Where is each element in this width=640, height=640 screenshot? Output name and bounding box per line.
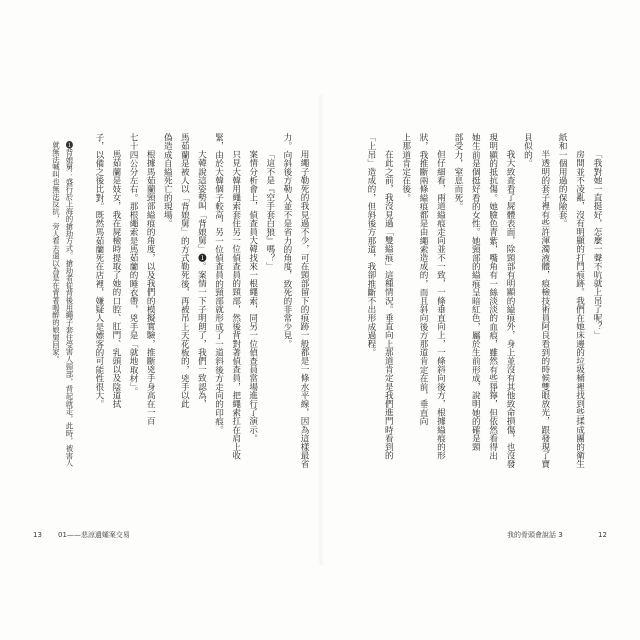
text-column: 馬茹蘭是妓女，我在屍檢時提取了她的口腔、肛門、乳頭以及陰道拭: [110, 150, 121, 409]
text-column: 但仔細看，兩道縊痕走向並不一致，一條垂直向上，一條斜向後方，根據縊痕的形: [435, 150, 446, 460]
text-column: 根據馬茹蘭頸部縊痕的角度，以及我們的模擬實驗，推斷兇手身高在一百: [145, 150, 156, 426]
running-head-left: 01——悲涼遺孀案交易: [58, 531, 130, 539]
text-column: 在此之前，我沒見過「雙縊痕」這種情況。垂直向上那道肯定是我們進門時看到的: [383, 150, 394, 460]
text-column: 大韓說這姿勢叫「背娘舅」❶。案情一下子明朗了，我們一致認為，: [196, 150, 207, 409]
text-column: 半透明的套子裡有些許渾濁液體，痕檢技術員阿良看到的時候雙眼放光，跟發現了寶: [539, 150, 550, 469]
text-column: 狀，我推斷兩條縊痕都是由繩索造成的，而且斜向後方那道肯定在前，垂直向: [418, 133, 429, 426]
footnote-column: ❶背娘舅：盛行於上海的搶劫方式。搶劫者從背後用繩子套住受害人頸部，背起就走，此時，被害人: [65, 141, 74, 467]
page-number-left: 13: [33, 531, 42, 539]
text-column: 房間並不凌亂，沒有明顯的打鬥痕跡。我們在她床邊的垃圾桶裡找到些揉成團的衛生: [574, 150, 585, 469]
text-column: 子，以備之後比對。既然馬茹蘭死在店裡，嫌疑人是嫖客的可能性很大。: [93, 133, 104, 409]
left-page-body: [89, 133, 312, 473]
text-column: 我大致查看了屍體表面，除頸部有明顯的縊痕外，身上並沒有其他致命損傷，也沒發: [505, 150, 516, 469]
text-column: 案情分析會上，偵查員大韓找來一根繩索，同另一位偵查員當場進行了演示。: [247, 150, 258, 443]
text-column: 七十四公分左右。那根繩索是馬茹蘭的睡衣帶，兇手是「就地取材」。: [128, 133, 139, 396]
text-column: 用繩子勒死的我見過不少，可在頸部留下的痕跡一般都是一條水平線，因為這樣最省: [299, 150, 309, 469]
text-column: 現明顯的抵抗傷。她臉色青紫，嘴角有一絲淡淡的血痕，雖然有些猙獰，但依然看得出: [487, 133, 498, 460]
text-column: 力。向斜後方勒人並不是省力的角度，致死的非常少見。: [281, 133, 292, 348]
text-column: 上那道肯定在後。: [400, 133, 411, 202]
text-column: 紙和一個用過的保險套。: [557, 133, 568, 228]
right-page-body: [361, 133, 605, 473]
page-gutter: [318, 95, 324, 565]
text-column: 馬茹蘭是被人以「背娘舅」的方式勒死後，再被吊上天花板的，兇手以此: [179, 133, 190, 409]
text-column: 貝似的。: [522, 133, 533, 168]
text-column: 部受力，窒息而死。: [452, 133, 463, 211]
text-column: 「上吊」造成的，但斜後方那道，我卻推斷不出形成過程。: [365, 133, 376, 357]
text-column: 「我對她一直挺好，怎麼一聲不吭就上吊了呢？」: [592, 150, 602, 340]
footnote: [49, 141, 76, 473]
text-column: 只見大韓用繩索套住另一位偵查員的頸部，然後背對著偵查員，把繩索扛在肩上收: [230, 150, 241, 460]
footnote-column: 就無法喊叫也無法反抗，旁人看去還以為是在背著喝醉的娘舅回家。: [51, 141, 61, 363]
running-head-right: 我的骨頭會說話 3: [507, 531, 563, 539]
text-column: 她生前是個挺好看的女性。她頸部的縊痕呈暗紅色，屬於生前形成，說明她的確是頸: [470, 133, 481, 452]
text-column: 緊，由於大韓個子較高，另一位偵查員的頸部就形成了一道斜後方走向的印痕。: [213, 133, 224, 434]
text-column: 「這不是『空手套白狼』嗎？」: [264, 150, 275, 271]
page-number-right: 12: [598, 531, 607, 539]
text-column: 偽造成自縊死亡的現場。: [162, 133, 173, 228]
